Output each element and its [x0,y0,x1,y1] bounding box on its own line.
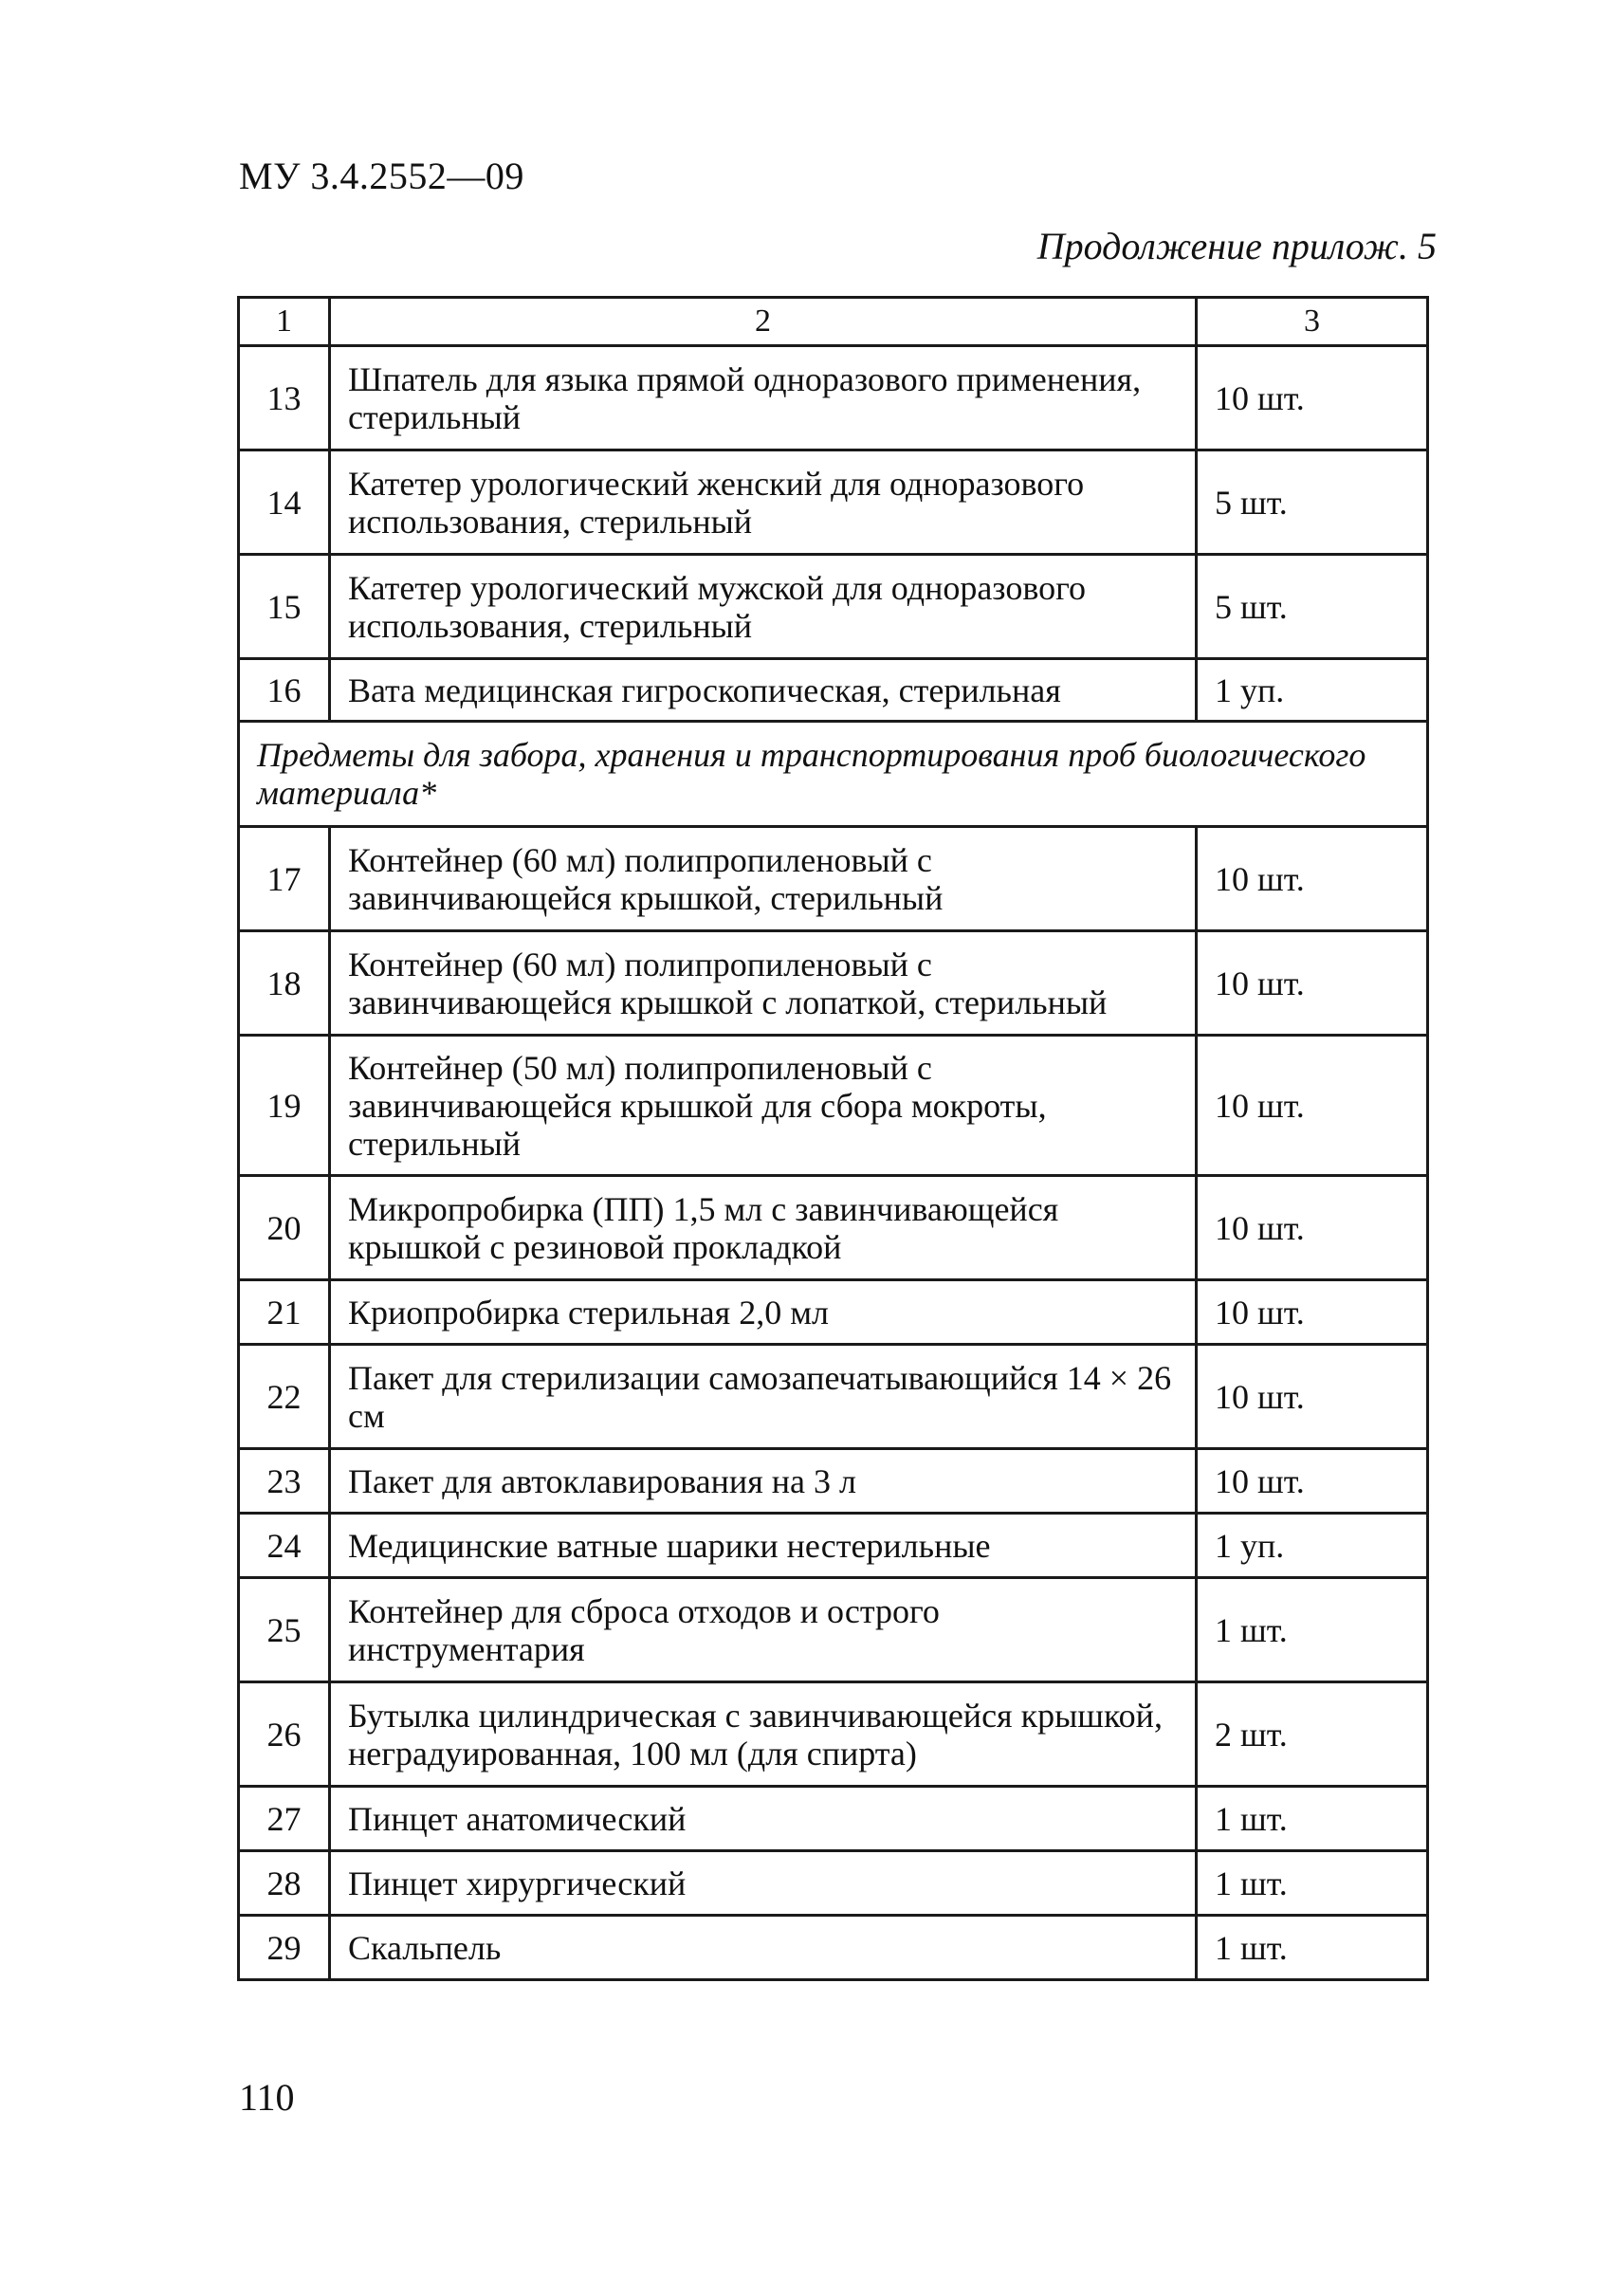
item-name: Контейнер (60 мл) полипропиленовый с завинчивающейся крышкой с лопаткой, стерильный [330,931,1197,1036]
table-row [239,659,1428,722]
item-name: Пакет для автоклавирования на 3 л [330,1449,1197,1514]
item-quantity: 10 шт. [1197,1176,1428,1280]
table-row [239,1916,1428,1980]
document-code: МУ 3.4.2552—09 [239,155,524,197]
item-quantity: 10 шт. [1197,1036,1428,1176]
row-number: 19 [239,1036,330,1176]
item-name: Катетер урологический мужской для одноразового использования, стерильный [330,555,1197,659]
continuation-label: Продолжение прилож. 5 [1036,225,1437,267]
page-number: 110 [239,2076,295,2119]
table-row [239,1851,1428,1916]
item-name: Медицинские ватные шарики нестерильные [330,1514,1197,1578]
table-header-row [239,298,1428,346]
row-number: 27 [239,1787,330,1851]
table-row [239,450,1428,555]
row-number: 21 [239,1280,330,1345]
table-row [239,827,1428,931]
row-number: 22 [239,1345,330,1449]
item-name: Пинцет анатомический [330,1787,1197,1851]
table-row [239,1036,1428,1176]
item-quantity: 1 шт. [1197,1916,1428,1980]
table-row [239,555,1428,659]
row-number: 18 [239,931,330,1036]
row-number: 20 [239,1176,330,1280]
row-number: 13 [239,346,330,450]
item-name: Контейнер для сброса отходов и острого инструментария [330,1578,1197,1682]
item-quantity: 1 шт. [1197,1578,1428,1682]
table-row [239,1514,1428,1578]
column-number-2: 2 [330,298,1197,346]
item-name: Контейнер (60 мл) полипропиленовый с завинчивающейся крышкой, стерильный [330,827,1197,931]
row-number: 29 [239,1916,330,1980]
row-number: 15 [239,555,330,659]
item-quantity: 1 уп. [1197,1514,1428,1578]
item-name: Пакет для стерилизации самозапечатывающийся 14 × 26 см [330,1345,1197,1449]
item-quantity: 1 уп. [1197,659,1428,722]
item-quantity: 5 шт. [1197,450,1428,555]
column-number-3: 3 [1197,298,1428,346]
item-quantity: 5 шт. [1197,555,1428,659]
item-quantity: 10 шт. [1197,346,1428,450]
section-row [239,722,1428,827]
item-name: Пинцет хирургический [330,1851,1197,1916]
item-name: Скальпель [330,1916,1197,1980]
item-quantity: 10 шт. [1197,827,1428,931]
table-row [239,1787,1428,1851]
row-number: 26 [239,1682,330,1787]
equipment-table [237,296,1429,1981]
table-row [239,1280,1428,1345]
item-quantity: 10 шт. [1197,931,1428,1036]
row-number: 24 [239,1514,330,1578]
item-name: Криопробирка стерильная 2,0 мл [330,1280,1197,1345]
column-number-1: 1 [239,298,330,346]
row-number: 28 [239,1851,330,1916]
item-name: Бутылка цилиндрическая с завинчивающейся крышкой, неградуированная, 100 мл (для спирта) [330,1682,1197,1787]
item-name: Катетер урологический женский для одноразового использования, стерильный [330,450,1197,555]
row-number: 25 [239,1578,330,1682]
table-row [239,931,1428,1036]
table-row [239,1682,1428,1787]
row-number: 17 [239,827,330,931]
item-name: Микропробирка (ПП) 1,5 мл с завинчивающейся крышкой с резиновой прокладкой [330,1176,1197,1280]
item-quantity: 10 шт. [1197,1280,1428,1345]
table-row [239,1449,1428,1514]
item-name: Вата медицинская гигроскопическая, стерильная [330,659,1197,722]
item-quantity: 1 шт. [1197,1787,1428,1851]
item-quantity: 2 шт. [1197,1682,1428,1787]
table-row [239,1578,1428,1682]
row-number: 23 [239,1449,330,1514]
table-row [239,346,1428,450]
section-title: Предметы для забора, хранения и транспортирования проб биологического материала* [239,722,1428,827]
row-number: 16 [239,659,330,722]
item-quantity: 10 шт. [1197,1345,1428,1449]
item-quantity: 10 шт. [1197,1449,1428,1514]
item-name: Контейнер (50 мл) полипропиленовый с завинчивающейся крышкой для сбора мокроты, стерильный [330,1036,1197,1176]
item-quantity: 1 шт. [1197,1851,1428,1916]
table-row [239,1176,1428,1280]
row-number: 14 [239,450,330,555]
table-row [239,1345,1428,1449]
item-name: Шпатель для языка прямой одноразового применения, стерильный [330,346,1197,450]
